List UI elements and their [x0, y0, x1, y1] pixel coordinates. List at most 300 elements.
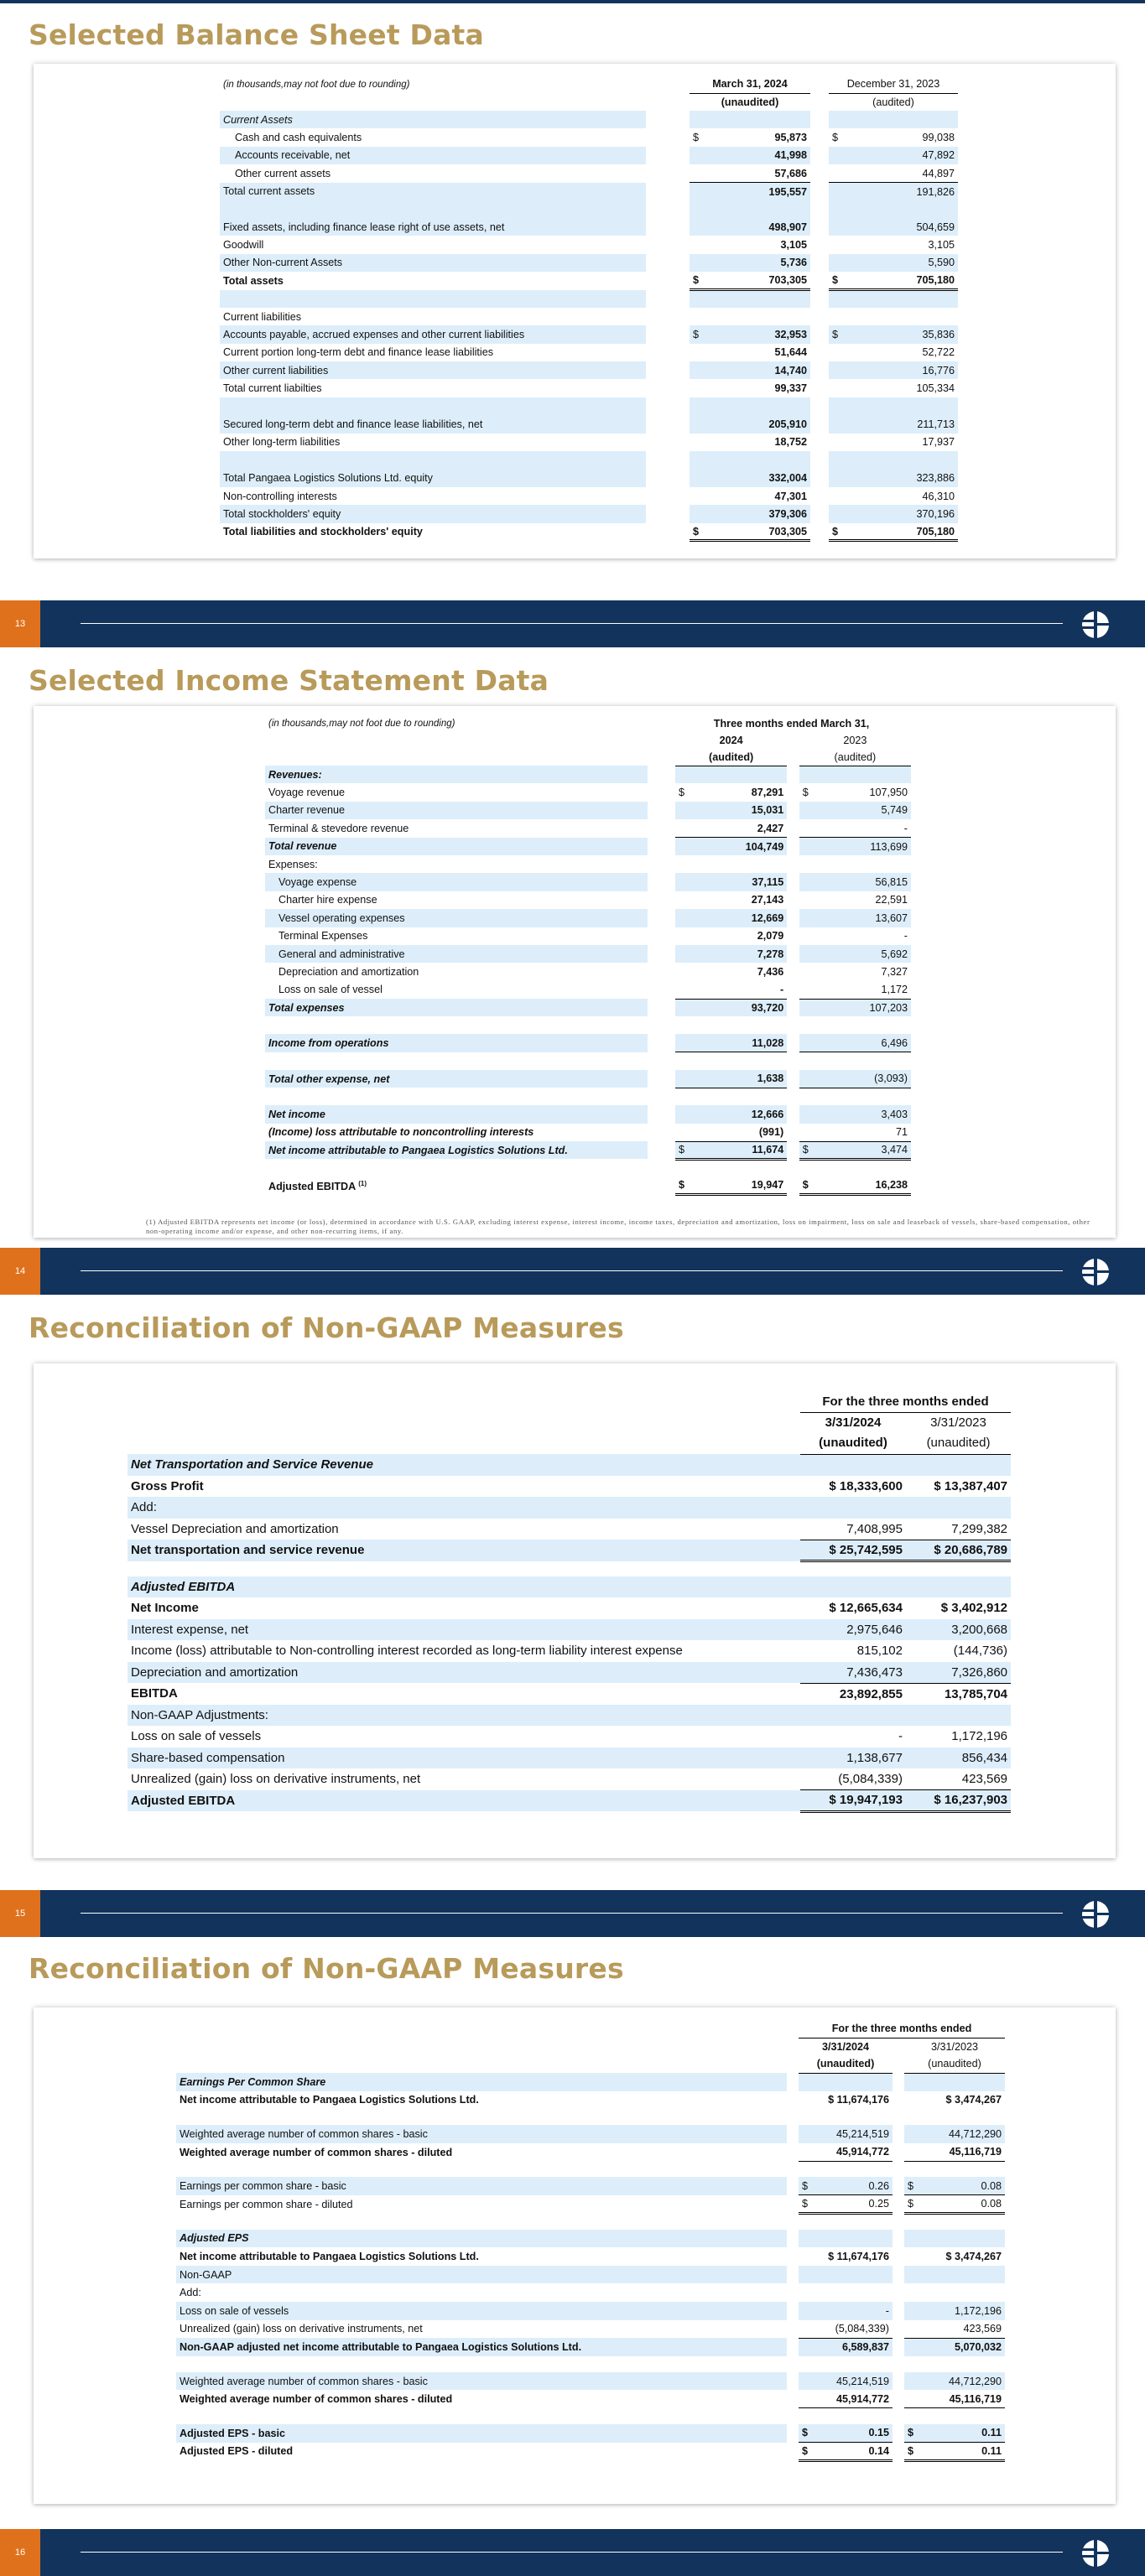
value-prior: 6,496: [820, 1034, 911, 1052]
value-current: [812, 2266, 893, 2284]
table-row: [265, 783, 911, 801]
row-label: Weighted average number of common shares - basic: [176, 2125, 787, 2143]
table-row: [220, 434, 958, 451]
row-label: Other Non-current Assets: [220, 254, 646, 272]
table-row: [128, 1683, 1011, 1705]
value-prior: 423,569: [918, 2320, 1005, 2339]
value-prior: [849, 451, 958, 469]
row-label: Current portion long-term debt and finance lease liabilities: [223, 346, 494, 359]
currency-symbol: [675, 802, 696, 819]
spacer-row: [220, 200, 958, 218]
row-label: Accounts payable, accrued expenses and other current liabilities: [220, 325, 646, 343]
value-prior: 107,950: [869, 787, 908, 799]
row-label: Weighted average number of common shares - basic: [176, 2372, 787, 2391]
value-current: $ 18,333,600: [829, 1478, 903, 1493]
currency-symbol: [799, 1034, 820, 1052]
value-prior: 5,692: [820, 945, 911, 963]
row-label: Charter hire expense: [278, 894, 377, 906]
row-label: Net income: [265, 1105, 648, 1123]
slide-title: Selected Balance Sheet Data: [29, 18, 484, 51]
group-header: For the three months ended: [800, 1392, 1011, 1412]
row-label: Net Income: [131, 1601, 199, 1616]
currency-symbol: $: [904, 2424, 918, 2443]
currency-symbol: [904, 2073, 918, 2091]
value-current: 99,337: [774, 382, 807, 395]
table-row: [176, 2443, 1005, 2461]
value-prior: [906, 1705, 1011, 1727]
row-label: Add:: [180, 2287, 201, 2299]
value-current: $ 11,674,176: [828, 2094, 889, 2106]
currency-symbol: [690, 236, 708, 253]
table-row: [176, 2177, 1005, 2195]
currency-symbol: [690, 200, 708, 218]
group-header: Three months ended March 31,: [713, 717, 870, 730]
row-label: Income (loss) attributable to Non-controlling interest recorded as long-term liability interest expense: [131, 1644, 683, 1659]
value-prior: (144,736): [953, 1644, 1008, 1659]
currency-symbol: [799, 766, 820, 783]
row-label: Adjusted EPS - diluted: [180, 2445, 294, 2458]
value-current: 45,914,772: [812, 2390, 893, 2408]
value-prior: 7,299,382: [906, 1519, 1011, 1540]
currency-symbol: [829, 397, 849, 415]
table-row: [220, 415, 958, 433]
spacer-row: [265, 1016, 911, 1034]
spacer-row: [176, 2109, 1005, 2125]
currency-symbol: [690, 290, 708, 308]
footnote: (1) Adjusted EBITDA represents net income (or loss), determined in accordance with U.S. GAAP, excluding interest expense, interest income, income taxes, depreciation and amortization, loss on impairment, loss on sale and leaseback of vessels, share-based compensation, other non-operating income and/or expense, and other non-recurring items, if any.: [146, 1218, 1090, 1235]
row-label: Terminal Expenses: [278, 930, 368, 943]
spacer-row: [176, 2356, 1005, 2372]
non-gaap-ebitda-rows: [128, 1454, 1011, 1811]
currency-symbol: [675, 873, 696, 891]
currency-symbol: [675, 819, 696, 837]
footer-bar: [0, 1890, 1145, 1937]
currency-symbol: [799, 891, 820, 909]
currency-symbol: $: [829, 325, 849, 343]
value-prior: [906, 1497, 1011, 1519]
row-label: Loss on sale of vessel: [278, 984, 383, 996]
currency-symbol: [675, 766, 696, 783]
value-current: [812, 2073, 893, 2091]
units-note: (in thousands,may not foot due to rounding): [223, 79, 410, 90]
currency-symbol: $: [799, 2424, 812, 2443]
table-row: [220, 469, 958, 486]
row-label: [220, 200, 646, 218]
table-row: [176, 2230, 1005, 2248]
row-label: Depreciation and amortization: [278, 965, 419, 978]
value-prior: [918, 2161, 1005, 2177]
currency-symbol: [799, 1088, 820, 1105]
value-current: $ 25,742,595: [800, 1540, 906, 1561]
currency-symbol: [799, 2320, 812, 2339]
value-current: 93,720: [696, 999, 787, 1016]
group-header: For the three months ended: [799, 2019, 1005, 2038]
currency-symbol: [690, 487, 708, 505]
currency-symbol: [799, 945, 820, 963]
table-row: [176, 2283, 1005, 2302]
row-label: Unrealized (gain) loss on derivative instruments, net: [131, 1772, 421, 1787]
non-gaap-eps-rows: [176, 2073, 1005, 2460]
currency-symbol: [799, 1070, 820, 1088]
value-current: 12,666: [696, 1105, 787, 1123]
currency-symbol: [799, 909, 820, 927]
currency-symbol: [690, 164, 708, 182]
row-label: Total assets: [223, 274, 284, 287]
row-label: Total revenue: [265, 838, 648, 855]
table-row: [265, 1105, 911, 1123]
spacer-row: [220, 397, 958, 415]
value-prior: 370,196: [849, 505, 958, 522]
company-logo-icon: [1081, 1258, 1110, 1286]
currency-symbol: $: [799, 2195, 812, 2214]
value-current: 11,028: [696, 1034, 787, 1052]
balance-sheet-table: [220, 75, 958, 542]
row-label: Charter revenue: [265, 802, 648, 819]
currency-symbol: [904, 2143, 918, 2162]
currency-symbol: [690, 111, 708, 128]
currency-symbol: $: [802, 787, 809, 799]
company-logo-icon: [1081, 1900, 1110, 1929]
value-current: 12,669: [696, 909, 787, 927]
currency-symbol: $: [675, 1176, 696, 1194]
currency-symbol: [799, 2372, 812, 2391]
table-row: [265, 1176, 911, 1194]
value-current: [708, 290, 810, 308]
row-label: Non-controlling interests: [223, 490, 337, 502]
currency-symbol: [799, 2161, 812, 2177]
table-row: [265, 1070, 911, 1088]
table-row: [176, 2247, 1005, 2266]
row-label: Goodwill: [223, 239, 264, 252]
value-prior: 52,722: [922, 346, 955, 359]
currency-symbol: [829, 164, 849, 182]
row-label: Net transportation and service revenue: [128, 1540, 800, 1561]
value-current: 18,752: [774, 436, 807, 449]
non-gaap-ebitda-table: [128, 1392, 1011, 1813]
currency-symbol: [675, 1070, 696, 1088]
col2-sub: (unaudited): [904, 2055, 1005, 2073]
currency-symbol: $: [690, 325, 708, 343]
value-current: [696, 855, 787, 873]
spacer-row: [220, 451, 958, 469]
currency-symbol: $: [832, 132, 839, 144]
row-label: Total current assets: [220, 183, 646, 200]
value-prior: $ 20,686,789: [906, 1540, 1011, 1561]
value-current: 7,436,473: [800, 1662, 906, 1684]
currency-symbol: [675, 1105, 696, 1123]
slide-title: Selected Income Statement Data: [29, 664, 549, 697]
currency-symbol: [690, 254, 708, 272]
value-prior: 3,200,668: [906, 1619, 1011, 1641]
value-prior: 323,886: [849, 469, 958, 486]
currency-symbol: $: [904, 2443, 918, 2461]
currency-symbol: $: [690, 523, 708, 541]
page-number: 13: [0, 600, 40, 647]
col2-sub: (audited): [799, 749, 911, 766]
value-prior: 0.11: [918, 2424, 1005, 2443]
table-row: [265, 963, 911, 980]
currency-symbol: $: [799, 1176, 820, 1194]
row-label: Share-based compensation: [128, 1748, 800, 1769]
table-row: [128, 1726, 1011, 1748]
col2-header: 3/31/2023: [930, 2040, 979, 2053]
currency-symbol: [675, 909, 696, 927]
footer-rule: [81, 623, 1063, 624]
currency-symbol: $: [693, 132, 700, 144]
currency-symbol: $: [799, 2443, 812, 2461]
row-label: Voyage expense: [265, 873, 648, 891]
value-prior: 1,172,196: [951, 1729, 1008, 1744]
value-prior: [820, 1088, 911, 1105]
value-prior: 705,180: [849, 272, 958, 289]
table-row: [176, 2073, 1005, 2091]
value-current: 19,947: [696, 1176, 787, 1194]
currency-symbol: [829, 505, 849, 522]
spacer-row: [265, 1159, 911, 1176]
value-prior: 423,569: [906, 1768, 1011, 1790]
spacer-row: [128, 1561, 1011, 1576]
currency-symbol: [829, 218, 849, 236]
value-current: [812, 2109, 893, 2125]
value-prior: $ 3,474,267: [945, 2094, 1002, 2106]
row-label: Add:: [128, 1497, 800, 1519]
value-current: 45,214,519: [812, 2372, 893, 2391]
currency-symbol: [829, 236, 849, 253]
slide-income-statement: [0, 647, 1145, 1295]
footer-bar: [0, 1248, 1145, 1295]
row-label: Adjusted EPS: [176, 2230, 787, 2248]
table-row: [220, 487, 958, 505]
value-prior: 22,591: [875, 894, 908, 906]
currency-symbol: $: [675, 1141, 696, 1159]
value-current: 2,975,646: [800, 1619, 906, 1641]
row-label: Current Assets: [220, 111, 646, 128]
value-prior: [906, 1576, 1011, 1598]
currency-symbol: [829, 469, 849, 486]
table-row: [220, 183, 958, 200]
value-prior: $ 3,474,267: [945, 2250, 1002, 2262]
row-label: [128, 1561, 800, 1576]
value-current: (991): [696, 1124, 787, 1141]
value-current: 57,686: [708, 164, 810, 182]
value-current: 6,589,837: [812, 2338, 893, 2356]
currency-symbol: [904, 2161, 918, 2177]
value-prior: $ 13,387,407: [934, 1478, 1008, 1493]
currency-symbol: [675, 1124, 696, 1141]
currency-symbol: [829, 451, 849, 469]
value-current: 51,644: [774, 346, 807, 359]
value-prior: 13,785,704: [944, 1686, 1008, 1701]
currency-symbol: [799, 1052, 820, 1070]
currency-symbol: [690, 451, 708, 469]
currency-symbol: [799, 1016, 820, 1034]
value-current: [696, 766, 787, 783]
table-row: [220, 164, 958, 182]
table-row: [128, 1476, 1011, 1498]
currency-symbol: [829, 290, 849, 308]
value-prior: -: [820, 819, 911, 837]
row-label: [176, 2356, 787, 2372]
row-label: Total stockholders' equity: [220, 505, 646, 522]
company-logo-icon: [1081, 610, 1110, 639]
table-row: [176, 2091, 1005, 2110]
value-prior: 0.08: [918, 2195, 1005, 2214]
value-current: 47,301: [774, 490, 807, 502]
value-prior: 16,776: [849, 361, 958, 379]
value-current: 498,907: [708, 218, 810, 236]
row-label: [265, 1016, 648, 1034]
currency-symbol: [904, 2408, 918, 2424]
currency-symbol: [829, 434, 849, 451]
footer-bar: [0, 600, 1145, 647]
table-row: [265, 766, 911, 783]
row-label: Total expenses: [265, 999, 648, 1016]
currency-symbol: [690, 397, 708, 415]
row-label: Loss on sale of vessels: [131, 1729, 262, 1744]
table-row: [128, 1519, 1011, 1540]
value-current: -: [898, 1729, 903, 1744]
value-current: 205,910: [708, 415, 810, 433]
row-label: Vessel operating expenses: [265, 909, 648, 927]
value-prior: 211,713: [849, 415, 958, 433]
value-prior: $ 3,402,912: [940, 1601, 1008, 1616]
row-label: [265, 1088, 648, 1105]
currency-symbol: [904, 2372, 918, 2391]
table-row: [220, 111, 958, 128]
row-label: Non-GAAP Adjustments:: [128, 1705, 800, 1727]
table-row: [176, 2320, 1005, 2339]
spacer-row: [176, 2408, 1005, 2424]
currency-symbol: [799, 2356, 812, 2372]
value-current: [708, 397, 810, 415]
value-prior: 46,310: [922, 490, 955, 502]
row-label: Other current liabilities: [220, 361, 646, 379]
value-current: 0.14: [812, 2443, 893, 2461]
value-prior: 1,172: [820, 981, 911, 999]
value-prior: 0.11: [918, 2443, 1005, 2461]
table-row: [265, 855, 911, 873]
col1-sub: (unaudited): [721, 96, 779, 108]
currency-symbol: [904, 2302, 918, 2320]
table-row: [176, 2302, 1005, 2320]
value-prior: 0.08: [918, 2177, 1005, 2195]
row-label: [176, 2408, 787, 2424]
currency-symbol: [904, 2338, 918, 2356]
value-current: 2,427: [696, 819, 787, 837]
currency-symbol: [690, 434, 708, 451]
row-label: Current liabilities: [223, 310, 302, 323]
currency-symbol: [829, 415, 849, 433]
value-current: 7,408,995: [800, 1519, 906, 1540]
value-prior: (3,093): [820, 1070, 911, 1088]
currency-symbol: [675, 945, 696, 963]
table-row: [220, 272, 958, 289]
value-prior: 5,749: [820, 802, 911, 819]
value-prior: 113,699: [820, 838, 911, 855]
value-prior: 1,172,196: [918, 2302, 1005, 2320]
row-label: Net income attributable to Pangaea Logistics Solutions Ltd.: [180, 2250, 479, 2262]
units-note: (in thousands,may not foot due to rounding): [268, 718, 455, 729]
value-current: 703,305: [708, 272, 810, 289]
table-row: [176, 2338, 1005, 2356]
col2-header: 2023: [843, 735, 867, 746]
row-label: [176, 2109, 787, 2125]
income-statement-rows: [265, 766, 911, 1195]
income-statement-card: [34, 706, 1116, 1238]
col2-header: December 31, 2023: [829, 75, 958, 93]
spacer-row: [176, 2214, 1005, 2230]
value-current: 0.26: [812, 2177, 893, 2195]
table-row: [220, 379, 958, 397]
value-prior: 856,434: [906, 1748, 1011, 1769]
col2-header: 3/31/2023: [930, 1415, 986, 1430]
value-prior: -: [903, 930, 908, 943]
value-prior: $ 16,237,903: [906, 1790, 1011, 1812]
value-prior: 44,897: [849, 164, 958, 182]
value-prior: 16,238: [820, 1176, 911, 1194]
slide-title: Reconciliation of Non-GAAP Measures: [29, 1311, 624, 1344]
value-prior: 105,334: [916, 382, 955, 395]
row-label: Depreciation and amortization: [128, 1662, 800, 1684]
currency-symbol: [904, 2390, 918, 2408]
currency-symbol: [799, 2408, 812, 2424]
slide-non-gaap-ebitda: [0, 1295, 1145, 1942]
currency-symbol: [799, 999, 820, 1016]
row-label: Voyage revenue: [268, 787, 346, 799]
currency-symbol: $: [679, 787, 685, 799]
value-current: [800, 1705, 906, 1727]
col1-sub: (unaudited): [799, 2055, 893, 2073]
non-gaap-ebitda-card: [34, 1363, 1116, 1858]
value-current: 703,305: [708, 523, 810, 541]
non-gaap-eps-card: [34, 2007, 1116, 2504]
balance-sheet-rows: [220, 111, 958, 541]
currency-symbol: [675, 838, 696, 855]
currency-symbol: [799, 2073, 812, 2091]
row-label: Loss on sale of vessels: [176, 2302, 787, 2320]
row-label: Total Pangaea Logistics Solutions Ltd. equity: [220, 469, 646, 486]
spacer-row: [265, 1088, 911, 1105]
value-prior: 45,116,719: [918, 2390, 1005, 2408]
row-label: Vessel Depreciation and amortization: [131, 1521, 339, 1536]
value-prior: 44,712,290: [918, 2125, 1005, 2143]
table-row: [128, 1497, 1011, 1519]
spacer-row: [176, 2161, 1005, 2177]
currency-symbol: [799, 2214, 812, 2230]
slide-balance-sheet: [0, 0, 1145, 647]
value-prior: [918, 2283, 1005, 2302]
table-row: [128, 1662, 1011, 1684]
table-row: [128, 1597, 1011, 1619]
value-prior: [918, 2356, 1005, 2372]
value-current: 1,638: [696, 1070, 787, 1088]
value-prior: [906, 1454, 1011, 1476]
value-prior: 3,474: [820, 1141, 911, 1159]
footer-rule: [81, 1270, 1063, 1271]
col2-sub: (audited): [872, 96, 914, 108]
value-prior: [820, 855, 911, 873]
value-current: [812, 2230, 893, 2248]
value-prior: 3,403: [820, 1105, 911, 1123]
value-current: [800, 1454, 906, 1476]
col1-header: 3/31/2024: [821, 2040, 870, 2053]
value-current: -: [812, 2302, 893, 2320]
table-row: [176, 2424, 1005, 2443]
value-current: 14,740: [708, 361, 810, 379]
footer-rule: [81, 1913, 1063, 1914]
value-current: 45,214,519: [812, 2125, 893, 2143]
value-current: 37,115: [696, 873, 787, 891]
